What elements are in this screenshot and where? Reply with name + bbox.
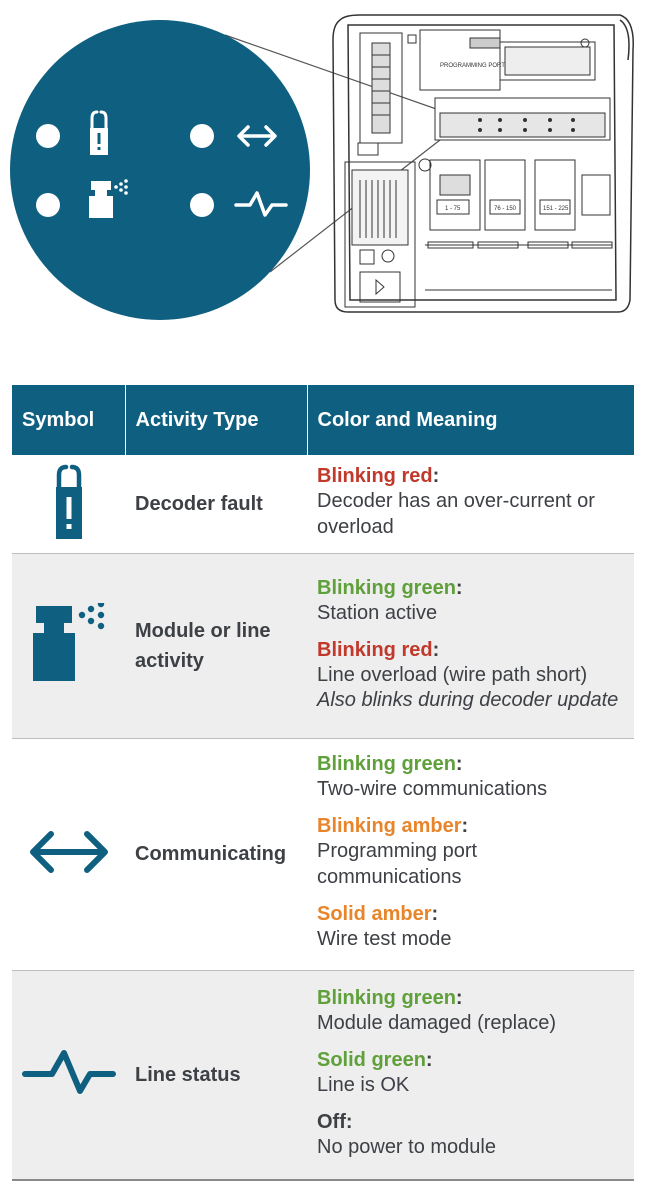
meaning-entry: Off: No power to module <box>317 1110 624 1160</box>
table-row-decoder-fault <box>12 455 634 553</box>
led-dot-4 <box>190 193 214 217</box>
meaning-entry: Solid green: Line is OK <box>317 1048 624 1098</box>
programming-port-label: PROGRAMMING PORT <box>440 63 505 69</box>
status-description: Line is OK <box>317 1073 410 1096</box>
status-label: Solid amber <box>317 903 432 925</box>
meaning-entry: Blinking green: Two-wire communications <box>317 752 624 802</box>
status-label: Solid green <box>317 1048 426 1071</box>
meaning-entry: Blinking amber: Programming port communications <box>317 814 624 890</box>
status-description: Station active <box>317 601 438 624</box>
symbol-cell <box>12 738 125 970</box>
status-description: No power to module <box>317 1135 496 1158</box>
meaning-cell <box>307 738 634 970</box>
table-row-module-activity <box>12 553 634 738</box>
symbol-cell <box>12 455 125 553</box>
led-dot-2 <box>36 193 60 217</box>
status-label: Blinking amber <box>317 815 462 837</box>
range-label-3: 151 - 225 <box>543 206 569 212</box>
range-label-2: 76 - 150 <box>494 206 517 212</box>
pulse-line-icon <box>22 1047 116 1097</box>
terminal-blocks <box>419 159 612 290</box>
meaning-entry: Blinking green: Module damaged (replace) <box>317 986 624 1036</box>
status-description: Programming port communications <box>317 840 478 888</box>
top-board <box>408 30 595 90</box>
symbol-cell <box>12 553 125 738</box>
double-arrow-icon <box>27 827 111 877</box>
status-label: Blinking green <box>317 986 456 1009</box>
module-rail <box>358 33 402 155</box>
range-label-1: 1 - 75 <box>445 206 461 212</box>
led-dot-1 <box>36 124 60 148</box>
activity-decoder-fault: Decoder fault <box>125 455 307 553</box>
meaning-cell <box>307 970 634 1180</box>
status-label: Blinking red <box>317 464 433 487</box>
status-label: Off <box>317 1110 346 1133</box>
decoder-fault-icon <box>49 461 89 541</box>
status-note: Also blinks during decoder update <box>317 688 619 711</box>
status-description: Module damaged (replace) <box>317 1011 557 1034</box>
status-label: Blinking green <box>317 753 456 775</box>
sprinkler-activity-icon <box>29 603 109 683</box>
meaning-entry: Blinking red: Line overload (wire path short) Also blinks during decoder update <box>317 638 624 712</box>
activity-communicating: Communicating <box>125 738 307 970</box>
meaning-cell <box>307 455 634 553</box>
controller-illustration <box>0 0 650 345</box>
led-strip <box>435 98 610 140</box>
status-description: Wire test mode <box>317 928 452 950</box>
led-magnifier-circle <box>10 20 310 320</box>
activity-line-status: Line status <box>125 970 307 1180</box>
status-description: Two-wire communications <box>317 778 548 800</box>
status-description: Decoder has an over-current or overload <box>317 489 595 538</box>
symbol-cell <box>12 970 125 1180</box>
status-label: Blinking green <box>317 576 456 599</box>
status-description: Line overload (wire path short) <box>317 663 588 686</box>
meaning-entry: Solid amber: Wire test mode <box>317 902 624 952</box>
table-header-row <box>12 385 634 455</box>
header-activity-type: Activity Type <box>125 385 307 455</box>
meaning-cell <box>307 553 634 738</box>
meaning-entry: Blinking green: Station active <box>317 576 624 626</box>
table-row-line-status <box>12 970 634 1180</box>
header-color-and-meaning: Color and Meaning <box>307 385 634 455</box>
power-module <box>345 162 415 307</box>
header-symbol: Symbol <box>12 385 125 455</box>
meaning-entry: Blinking red: Decoder has an over-current or overload <box>317 464 624 540</box>
table-row-communicating <box>12 738 634 970</box>
led-dot-3 <box>190 124 214 148</box>
activity-module-or-line: Module or line activity <box>125 553 307 738</box>
led-legend-table <box>12 385 634 1181</box>
status-label: Blinking red <box>317 638 433 661</box>
